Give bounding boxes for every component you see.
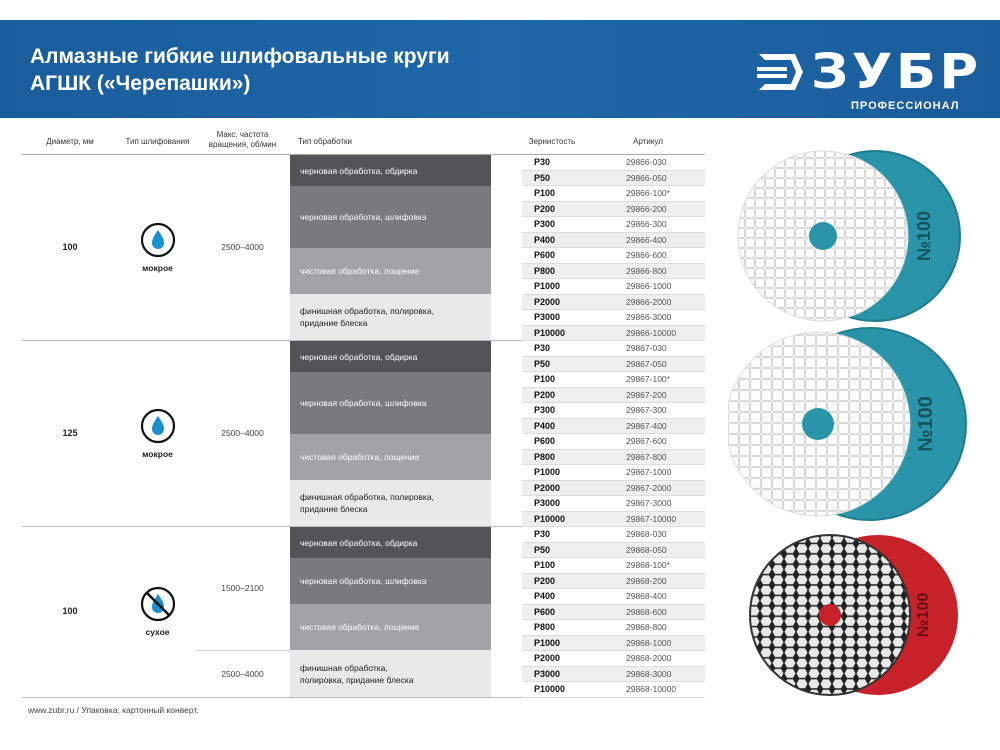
no-water-icon [140, 586, 176, 622]
article-value: 29868-2000 [626, 653, 672, 663]
article-value: 29866-030 [626, 157, 667, 167]
grind-mode: мокрое [120, 222, 195, 273]
grit-value: P2000 [534, 296, 561, 307]
table-row [522, 372, 705, 388]
article-value: 29866-300 [626, 219, 667, 229]
diameter-value: 125 [62, 428, 78, 438]
site-link[interactable]: www.zubr.ru [28, 705, 75, 715]
table-row [522, 512, 705, 528]
grit-value: P3000 [534, 668, 561, 679]
process-type: черновая обработка, шлифовка [290, 372, 491, 434]
article-value: 29866-050 [626, 172, 667, 183]
table-row [522, 419, 705, 435]
packaging-note: Упаковка: картонный конверт. [81, 705, 199, 715]
table-row [522, 295, 705, 311]
diameter-value: 100 [62, 242, 78, 252]
grit-value: P10000 [534, 327, 566, 338]
article-value: 29868-200 [626, 575, 667, 586]
table-row [522, 279, 705, 295]
grind-mode: сухое [120, 586, 195, 637]
water-drop-icon [140, 408, 176, 444]
article-value: 29868-030 [626, 529, 667, 539]
grit-value: P100 [534, 374, 556, 384]
speed-value: 2500–4000 [221, 242, 264, 252]
col-grit: Зернистость [528, 137, 576, 146]
speed-value: 1500–2100 [221, 583, 264, 593]
grit-value: P300 [534, 405, 556, 415]
article-value: 29867-10000 [626, 513, 677, 524]
grit-value: P400 [534, 234, 556, 245]
article-value: 29868-100* [626, 560, 670, 570]
article-value: 29868-3000 [626, 668, 672, 679]
grit-value: P600 [534, 250, 556, 260]
table-row [522, 682, 705, 698]
grit-value: P800 [534, 451, 556, 462]
table-row [522, 574, 705, 590]
grit-value: P10000 [534, 513, 566, 524]
article-value: 29866-200 [626, 203, 667, 214]
process-type: чистовая обработка, лощение [290, 604, 491, 650]
col-speed: Макс. частота вращения, об/мин [208, 130, 277, 149]
table-row [522, 264, 705, 280]
grit-value: P1000 [534, 637, 561, 648]
process-type: черновая обработка, обдирка [290, 341, 491, 372]
article-value: 29868-050 [626, 544, 667, 555]
table-row [522, 465, 705, 481]
article-value: 29866-1000 [626, 281, 672, 291]
disc-label: №100 [914, 210, 934, 262]
grit-value: P200 [534, 389, 556, 400]
article-value: 29867-800 [626, 451, 667, 462]
article-value: 29867-1000 [626, 467, 672, 477]
table-row [522, 217, 705, 233]
logo-subtitle: ПРОФЕССИОНАЛ [851, 100, 960, 112]
table-row [522, 667, 705, 683]
col-article: Артикул [633, 137, 663, 146]
process-type: финишная обработка, полировка, придание блеска [290, 480, 491, 526]
grit-value: P30 [534, 343, 551, 353]
process-type: черновая обработка, шлифовка [290, 186, 491, 248]
header-banner [0, 20, 1000, 118]
table-row [522, 357, 705, 373]
article-value: 29866-2000 [626, 296, 672, 307]
article-value: 29866-800 [626, 265, 667, 276]
grit-value: P2000 [534, 653, 561, 663]
grit-value: P300 [534, 219, 556, 229]
logo-wordmark: ЗУБР [811, 44, 982, 100]
article-value: 29867-300 [626, 405, 667, 415]
col-process: Тип обработки [298, 137, 352, 146]
col-diameter: Диаметр, мм [46, 137, 94, 146]
article-value: 29866-400 [626, 234, 667, 245]
grit-value: P600 [534, 606, 556, 617]
table-row [522, 636, 705, 652]
grit-value: P100 [534, 560, 556, 570]
col-grind-type: Тип шлифования [125, 137, 190, 146]
table-row [522, 651, 705, 667]
page-title: Алмазные гибкие шлифовальные круги АГШК («Черепашки») [30, 45, 450, 95]
table-row [522, 310, 705, 326]
footer: www.zubr.ru / Упаковка: картонный конверт. [28, 705, 199, 715]
water-drop-icon [140, 222, 176, 258]
article-value: 29867-600 [626, 436, 667, 446]
article-value: 29868-600 [626, 606, 667, 617]
table-row [522, 341, 705, 357]
table-row [522, 326, 705, 342]
article-value: 29867-050 [626, 358, 667, 369]
article-value: 29867-2000 [626, 482, 672, 493]
grit-value: P800 [534, 622, 556, 632]
process-type: черновая обработка, шлифовка [290, 558, 491, 604]
logo-stripes-icon [755, 48, 807, 96]
table-row [522, 496, 705, 512]
process-type: черновая обработка, обдирка [290, 155, 491, 186]
speed-divider [195, 650, 290, 651]
grit-value: P400 [534, 420, 556, 431]
table-row [522, 202, 705, 218]
article-value: 29866-600 [626, 250, 667, 260]
table-row [522, 434, 705, 450]
grit-value: P400 [534, 591, 556, 601]
grit-value: P10000 [534, 684, 566, 694]
table-row [522, 481, 705, 497]
process-type: финишная обработка, полировка, придание блеска [290, 294, 491, 340]
grit-value: P3000 [534, 498, 561, 508]
speed-value-finish: 2500–4000 [221, 669, 264, 679]
table-row [522, 558, 705, 574]
table-row [522, 605, 705, 621]
table-row [522, 186, 705, 202]
article-value: 29867-400 [626, 420, 667, 431]
article-value: 29866-3000 [626, 312, 672, 322]
table-row [522, 589, 705, 605]
article-value: 29867-030 [626, 343, 667, 353]
table-row [522, 620, 705, 636]
table-row [522, 527, 705, 543]
grit-value: P1000 [534, 467, 561, 477]
grit-value: P200 [534, 575, 556, 586]
grit-value: P800 [534, 265, 556, 276]
zubr-logo [755, 44, 982, 114]
grit-value: P50 [534, 358, 551, 369]
article-value: 29866-100* [626, 188, 670, 198]
disc-100-dry-image [748, 533, 968, 698]
grit-value: P100 [534, 188, 556, 198]
grit-value: P50 [534, 544, 551, 555]
speed-value: 2500–4000 [221, 428, 264, 438]
process-type: черновая обработка, обдирка [290, 527, 491, 558]
article-value: 29868-800 [626, 622, 667, 632]
article-value: 29868-400 [626, 591, 667, 601]
table-row [522, 543, 705, 559]
table-row [522, 403, 705, 419]
table-row [522, 155, 705, 171]
diameter-value: 100 [62, 606, 78, 616]
table-row [522, 171, 705, 187]
article-value: 29868-10000 [626, 684, 677, 694]
process-type: финишная обработка, полировка, придание блеска [290, 650, 491, 697]
article-value: 29867-200 [626, 389, 667, 400]
table-row [522, 248, 705, 264]
disc-125-wet-image [728, 324, 968, 524]
grit-value: P1000 [534, 281, 561, 291]
disc-100-wet-image [735, 148, 965, 323]
article-value: 29866-10000 [626, 327, 677, 338]
article-value: 29868-1000 [626, 637, 672, 648]
table-row [522, 450, 705, 466]
process-type: чистовая обработка, лощение [290, 248, 491, 294]
table-row [522, 233, 705, 249]
disc-label: №100 [915, 396, 937, 452]
grit-value: P3000 [534, 312, 561, 322]
grit-value: P200 [534, 203, 556, 214]
grit-value: P600 [534, 436, 556, 446]
table-row [522, 388, 705, 404]
grit-value: P2000 [534, 482, 561, 493]
article-value: 29867-3000 [626, 498, 672, 508]
grit-value: P30 [534, 157, 551, 167]
grit-value: P50 [534, 172, 551, 183]
process-type: чистовая обработка, лощение [290, 434, 491, 480]
article-value: 29867-100* [626, 374, 670, 384]
grit-value: P30 [534, 529, 551, 539]
grind-mode: мокрое [120, 408, 195, 459]
disc-label: №100 [915, 592, 932, 638]
